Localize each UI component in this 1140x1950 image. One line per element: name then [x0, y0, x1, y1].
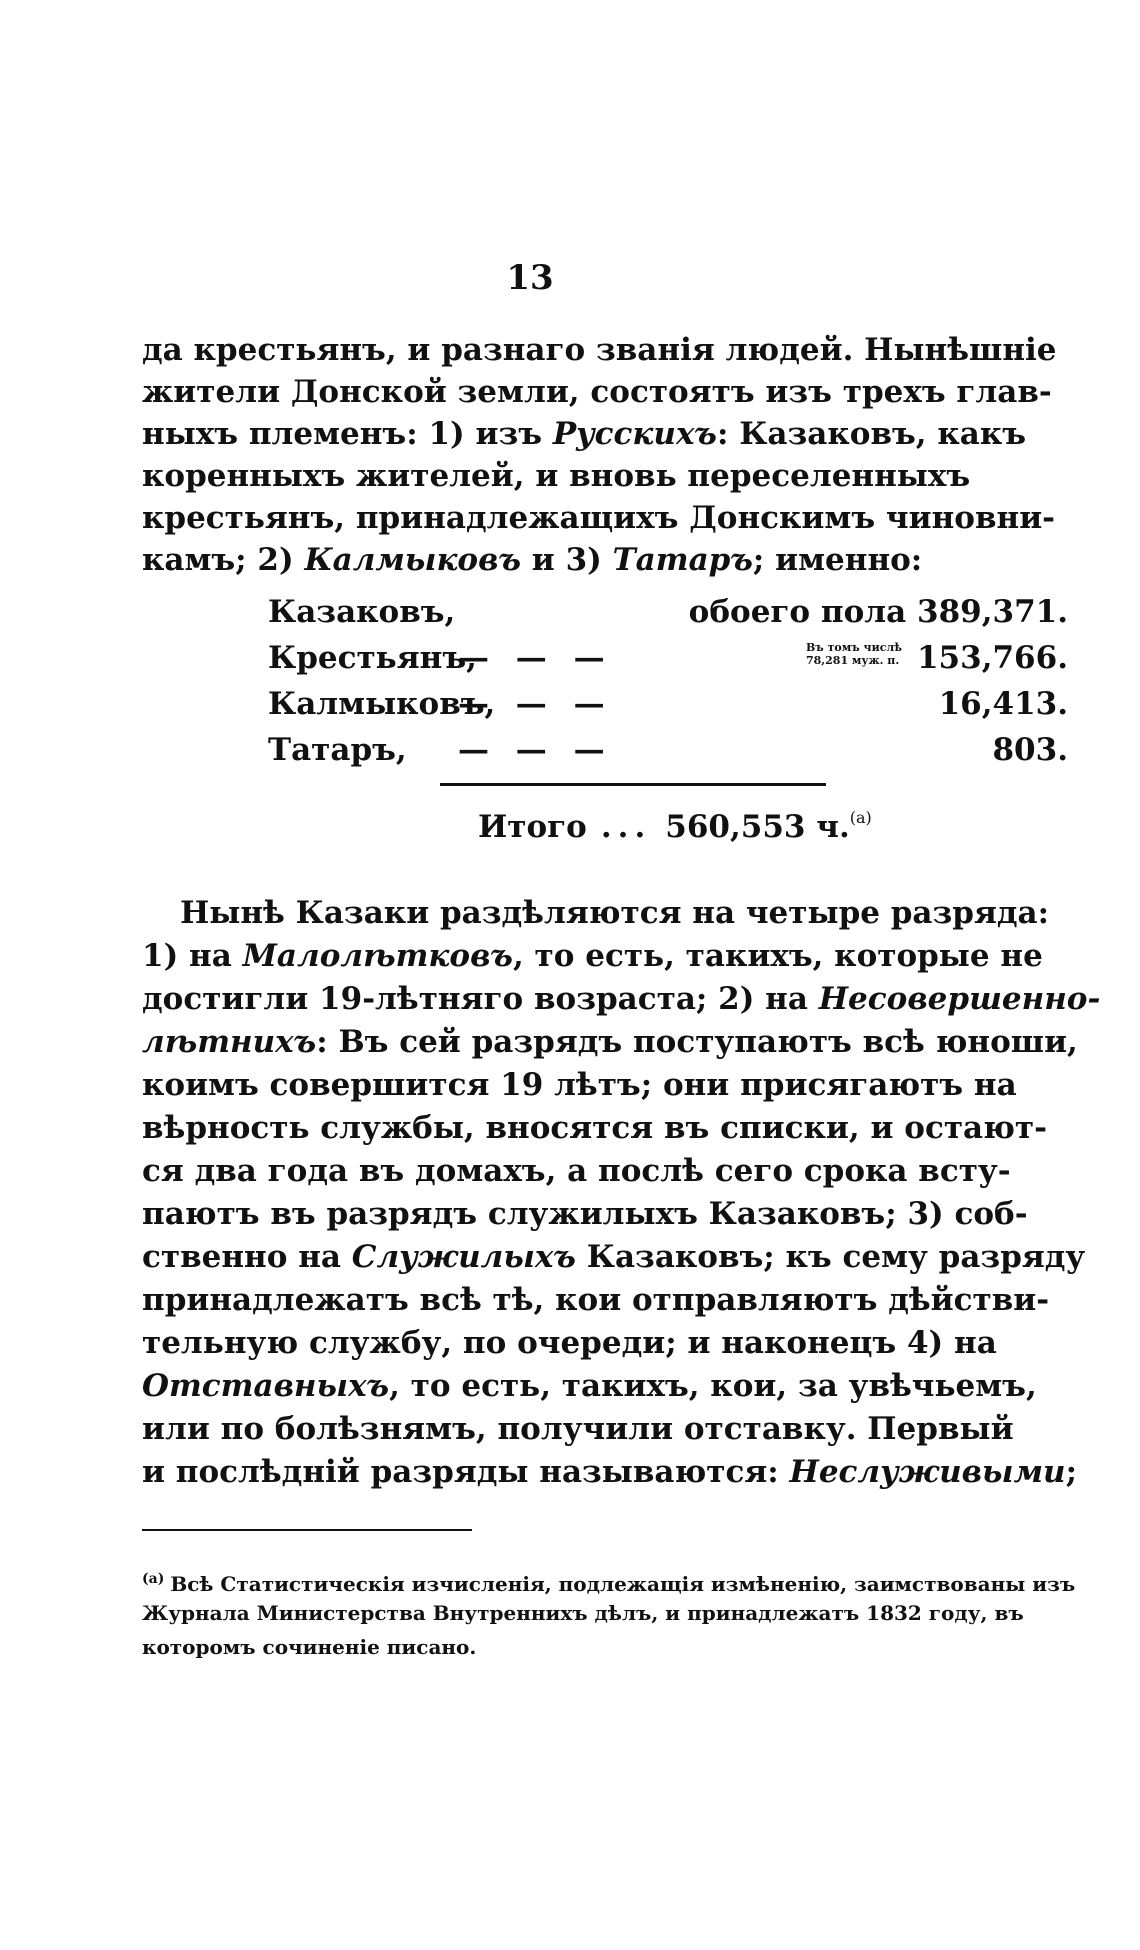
row-label: Крестьянъ,: [268, 640, 477, 676]
italic-text: Малолѣтковъ: [242, 938, 513, 974]
text-line: [142, 979, 1101, 1019]
side-note-line: Въ томъ числѣ: [806, 641, 902, 654]
text-span: или по болѣзнямъ, получили отставку. Первый: [142, 1411, 1014, 1447]
text-line: [142, 1151, 1011, 1191]
side-note-line: 78,281 муж. п.: [806, 654, 900, 667]
text-line: [142, 456, 971, 496]
text-span: вѣрность службы, вносятся въ списки, и остают-: [142, 1110, 1047, 1146]
text-span: паютъ въ разрядъ служилыхъ Казаковъ; 3) соб-: [142, 1196, 1028, 1232]
italic-text: Неслуживыми: [789, 1454, 1066, 1490]
text-span: ся два года въ домахъ, а послѣ сего срока всту-: [142, 1153, 1011, 1189]
italic-text: Служилыхъ: [351, 1239, 576, 1275]
text-span: ственно на: [142, 1239, 352, 1275]
italic-text: Русскихъ: [552, 416, 717, 452]
footnote-line: [142, 1600, 1024, 1626]
text-span: ;: [1065, 1454, 1078, 1490]
italic-text: Татаръ: [612, 542, 753, 578]
text-line: [142, 1194, 1028, 1234]
text-line: [142, 372, 1052, 412]
row-dashes: — — —: [458, 686, 613, 722]
italic-text: лѣтнихъ: [142, 1024, 317, 1060]
row-label: Татаръ,: [268, 732, 407, 768]
row-value: 153,766.: [916, 640, 1068, 676]
page-number: 13: [506, 258, 554, 298]
footnote-reference: (a): [849, 808, 872, 827]
footnote-text: Журнала Министерства Внутреннихъ дѣлъ, и принадлежатъ 1832 году, въ: [142, 1601, 1024, 1625]
text-line: [142, 1108, 1047, 1148]
text-span: коренныхъ жителей, и вновь переселенныхъ: [142, 458, 971, 494]
footnote-text: которомъ сочиненіе писано.: [142, 1635, 477, 1659]
total-dots: ...: [600, 809, 652, 845]
text-line: [142, 1409, 1014, 1449]
text-span: Казаковъ; къ сему разряду: [575, 1239, 1086, 1275]
total-divider: [440, 783, 826, 786]
text-span: камъ; 2): [142, 542, 305, 578]
total-label: Итого: [478, 809, 587, 845]
italic-text: Калмыковъ: [304, 542, 521, 578]
text-span: и 3): [521, 542, 613, 578]
text-span: , то есть, такихъ, которые не: [512, 938, 1043, 974]
text-line: [180, 893, 1050, 933]
text-span: : Въ сей разрядъ поступаютъ всѣ юноши,: [316, 1024, 1078, 1060]
text-span: достигли 19-лѣтняго возраста; 2) на: [142, 981, 819, 1017]
text-line: [142, 498, 1056, 538]
text-line: [142, 1366, 1037, 1406]
text-span: 1) на: [142, 938, 243, 974]
text-span: ныхъ племенъ: 1) изъ: [142, 416, 553, 452]
row-dashes: — — —: [458, 640, 613, 676]
text-span: : Казаковъ, какъ: [716, 416, 1026, 452]
footnote-text: Всѣ Статистическія изчисленія, подлежащія измѣненію, заимствованы изъ: [170, 1572, 1076, 1596]
text-span: Нынѣ Казаки раздѣляются на четыре разряда:: [180, 895, 1050, 931]
total-value: 560,553 ч.: [665, 809, 850, 845]
text-span: , то есть, такихъ, кои, за увѣчьемъ,: [389, 1368, 1037, 1404]
italic-text: Отставныхъ: [142, 1368, 390, 1404]
text-span: да крестьянъ, и разнаго званія людей. Нынѣшніе: [142, 332, 1057, 368]
text-line: [142, 1065, 1017, 1105]
footnote-marker: (a): [142, 1571, 165, 1587]
side-note: [806, 641, 936, 667]
text-line: [142, 1237, 1086, 1277]
text-line: [142, 330, 1057, 370]
text-span: принадлежатъ всѣ тѣ, кои отправляютъ дѣйстви-: [142, 1282, 1050, 1318]
text-line: [142, 540, 922, 580]
row-label: Казаковъ,: [268, 594, 456, 630]
text-span: коимъ совершится 19 лѣтъ; они присягаютъ на: [142, 1067, 1017, 1103]
text-line: [142, 1022, 1078, 1062]
footnote-line: [142, 1566, 1076, 1597]
text-span: тельную службу, по очереди; и наконецъ 4) на: [142, 1325, 997, 1361]
row-dashes: — — —: [458, 732, 613, 768]
text-line: [142, 1323, 997, 1363]
row-value: 803.: [992, 732, 1068, 768]
text-span: крестьянъ, принадлежащихъ Донскимъ чиновни-: [142, 500, 1056, 536]
text-line: [142, 1280, 1050, 1320]
footnote-line: [142, 1634, 476, 1660]
footnote-divider: [142, 1529, 472, 1531]
text-line: [142, 414, 1026, 454]
text-line: [142, 936, 1043, 976]
text-line: [142, 1452, 1078, 1492]
text-span: ; именно:: [752, 542, 923, 578]
total-row: [478, 808, 872, 845]
row-value: 16,413.: [938, 686, 1068, 722]
italic-text: Несовершенно-: [818, 981, 1101, 1017]
text-span: и послѣдній разряды называются:: [142, 1454, 790, 1490]
row-label: Калмыковъ,: [268, 686, 496, 722]
row-value: обоего пола 389,371.: [688, 594, 1068, 630]
text-span: жители Донской земли, состоятъ изъ трехъ глав-: [142, 374, 1052, 410]
